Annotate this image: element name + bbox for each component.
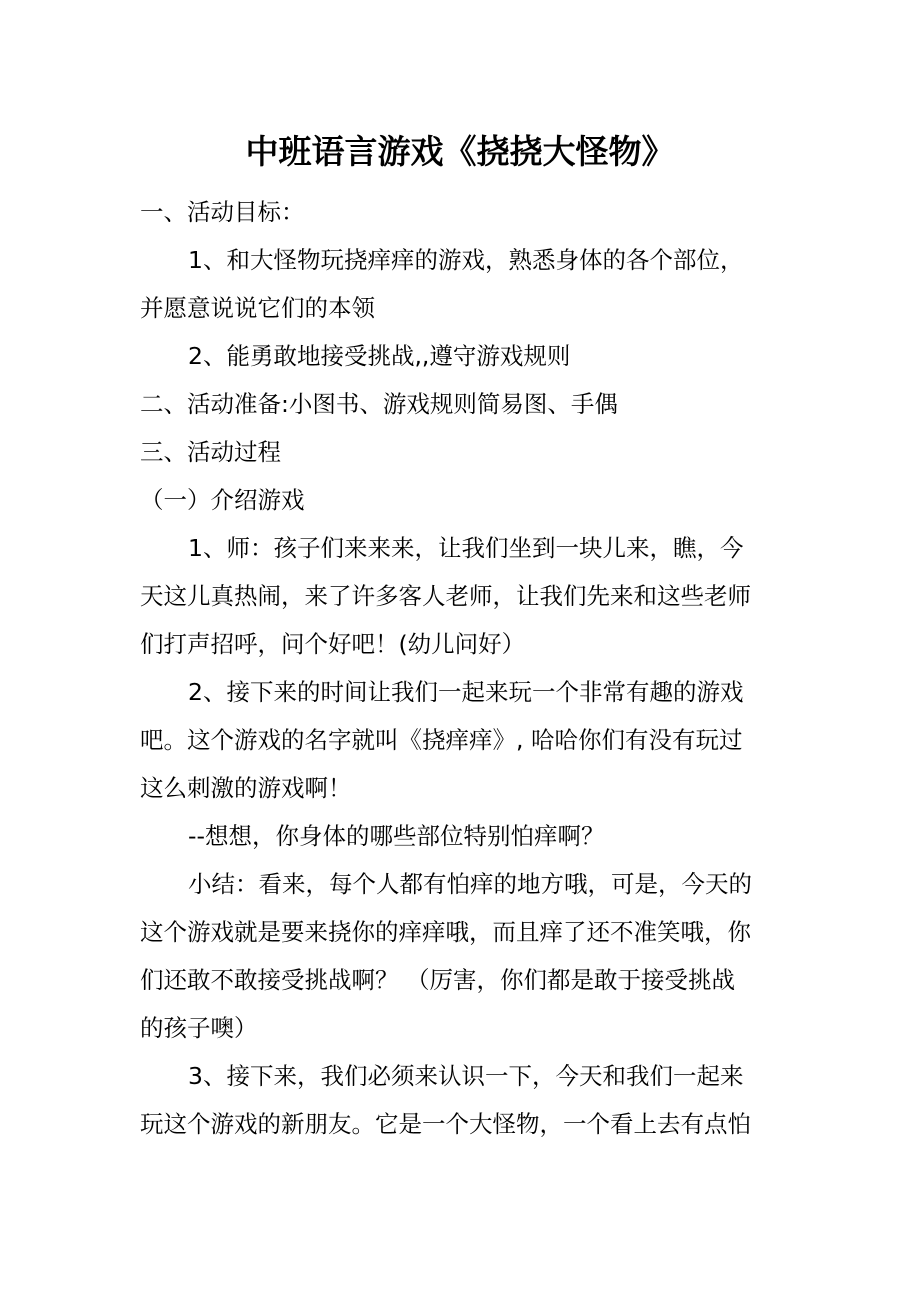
section-heading-preparation: 二、活动准备:小图书、游戏规则简易图、手偶 [140, 390, 618, 418]
paragraph-line: 1、和大怪物玩挠痒痒的游戏，熟悉身体的各个部位， [188, 246, 744, 274]
paragraph-line: 吧。这个游戏的名字就叫《挠痒痒》, 哈哈你们有没有玩过 [140, 726, 743, 754]
subsection-heading: （一）介绍游戏 [140, 486, 305, 514]
document-title: 中班语言游戏《挠挠大怪物》 [245, 132, 675, 171]
section-heading-process: 三、活动过程 [140, 438, 281, 466]
paragraph-line: 小结：看来，每个人都有怕痒的地方哦，可是，今天的 [188, 870, 752, 898]
paragraph-line: 这么刺激的游戏啊！ [140, 774, 352, 802]
paragraph-line: 2、能勇敢地接受挑战,,遵守游戏规则 [188, 342, 571, 370]
paragraph-line: --想想，你身体的哪些部位特别怕痒啊？ [188, 822, 605, 850]
paragraph-line: 这个游戏就是要来挠你的痒痒哦，而且痒了还不准笑哦，你 [140, 918, 751, 946]
paragraph-line: 天这儿真热闹，来了许多客人老师，让我们先来和这些老师 [140, 582, 751, 610]
paragraph-line: 1、师：孩子们来来来，让我们坐到一块儿来，瞧，今 [188, 534, 744, 562]
paragraph-line: 们还敢不敢接受挑战啊？ （厉害，你们都是敢于接受挑战 [140, 966, 735, 994]
paragraph-line: 玩这个游戏的新朋友。它是一个大怪物，一个看上去有点怕 [140, 1110, 751, 1138]
paragraph-line: 们打声招呼，问个好吧！(幼儿问好） [140, 630, 526, 658]
section-heading-goals: 一、活动目标： [140, 198, 305, 226]
paragraph-line: 的孩子噢） [140, 1014, 258, 1042]
paragraph-line: 并愿意说说它们的本领 [140, 294, 375, 322]
paragraph-line: 3、接下来，我们必须来认识一下，今天和我们一起来 [188, 1062, 744, 1090]
paragraph-line: 2、接下来的时间让我们一起来玩一个非常有趣的游戏 [188, 678, 744, 706]
